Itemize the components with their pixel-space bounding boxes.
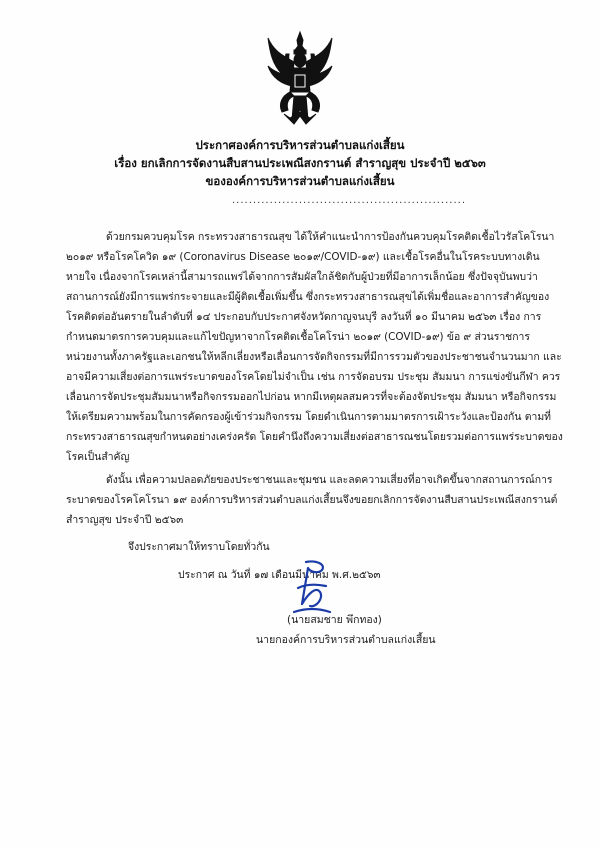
paragraph-line: กำหนดมาตรการควบคุมและแก้ไขปัญหาจากโรคติดเชื้อโคโรน่า ๒๐๑๙ (COVID-๑๙) ข้อ ๙ ส่วนราชการ xyxy=(66,331,530,343)
document-title: ประกาศองค์การบริหารส่วนตำบลแก่งเสี้ยน xyxy=(195,138,405,152)
paragraph-line: ดังนั้น เพื่อความปลอดภัยของประชาชนและชุมชน และลดความเสี่ยงที่อาจเกิดขึ้นจากสถานการณ์การ xyxy=(106,474,553,486)
paragraph-line: ระบาดของโรคโคโรนา ๑๙ องค์การบริหารส่วนตำบลแก่งเสี้ยนจึงขอยกเลิกการจัดงานสืบสานประเพณีสงกรานต์ xyxy=(66,494,558,506)
paragraph-line: สถานการณ์ยังมีการแพร่กระจายและมีผู้ติดเชื้อเพิ่มขึ้น ซึ่งกระทรวงสาธารณสุขได้เพิ่มชื่อและอาการสำคัญของ xyxy=(66,291,550,303)
paragraph-line: โรคเป็นสำคัญ xyxy=(66,451,130,463)
garuda-emblem-icon xyxy=(264,30,336,126)
announce-date: ประกาศ ณ วันที่ ๑๗ เดือนมีนาคม พ.ศ.๒๕๖๓ xyxy=(178,569,381,581)
paragraph-line: กระทรวงสาธารณสุขกำหนดอย่างเคร่งครัด โดยคำนึงถึงความเสี่ยงต่อสาธารณชนโดยรวมต่อการแพร่ระบาดของ xyxy=(66,431,563,443)
paragraph-line: สำราญสุข ประจำปี ๒๕๖๓ xyxy=(66,514,184,526)
paragraph-line: หายใจ เนื่องจากโรคเหล่านี้สามารถแพร่ได้จากการสัมผัสใกล้ชิดกับผู้ป่วยที่มีอาการเล็กน้อย ซึ่งปัจจุบันพบว่า xyxy=(66,271,538,283)
document-issuer: ขององค์การบริหารส่วนตำบลแก่งเสี้ยน xyxy=(205,174,395,188)
paragraph-line: หน่วยงานทั้งภาครัฐและเอกชนให้หลีกเลี่ยงหรือเลื่อนการจัดกิจกรรมที่มีการรวมตัวของประชาชนจำนวนมาก และ xyxy=(66,351,562,363)
paragraph-line: อาจมีความเสี่ยงต่อการแพร่ระบาดของโรคโดยไม่จำเป็น เช่น การจัดอบรม ประชุม สัมมนา การแข่งขันกีฬา ควร xyxy=(66,371,561,383)
separator-line: ........................................................ xyxy=(232,195,467,206)
paragraph-line: โรคติดต่ออันตรายในลำดับที่ ๑๔ ประกอบกับประกาศจังหวัดกาญจนบุรี ลงวันที่ ๑๐ มีนาคม ๒๕๖๓ เรื่อง การ xyxy=(66,311,542,323)
paragraph-line: เลื่อนการจัดประชุมสัมมนาหรือกิจกรรมออกไปก่อน หากมีเหตุผลสมควรที่จะต้องจัดประชุม สัมมนา หรือกิจกรรม xyxy=(66,391,557,403)
document-subject: เรื่อง ยกเลิกการจัดงานสืบสานประเพณีสงกรานต์ สำราญสุข ประจำปี ๒๕๖๓ xyxy=(114,156,486,170)
signer-name: (นายสมชาย พึกทอง) xyxy=(287,614,382,626)
closing-statement: จึงประกาศมาให้ทราบโดยทั่วกัน xyxy=(128,541,270,553)
paragraph-line: ด้วยกรมควบคุมโรค กระทรวงสาธารณสุข ได้ให้คำแนะนำการป้องกันควบคุมโรคติดเชื้อไวรัสโคโรนา xyxy=(106,231,555,243)
signer-title: นายกองค์การบริหารส่วนตำบลแก่งเสี้ยน xyxy=(256,634,436,646)
paragraph-line: ให้เตรียมความพร้อมในการคัดกรองผู้เข้าร่วมกิจกรรม โดยดำเนินการตามมาตรการเฝ้าระวังและป้องกัน ตามที่ xyxy=(66,411,552,423)
paragraph-line: ๒๐๑๙ หรือโรคโควิด ๑๙ (Coronavirus Disease ๒๐๑๙/COVID-๑๙) และเชื้อโรคอื่นในโรคระบบทางเดิน xyxy=(66,251,540,263)
